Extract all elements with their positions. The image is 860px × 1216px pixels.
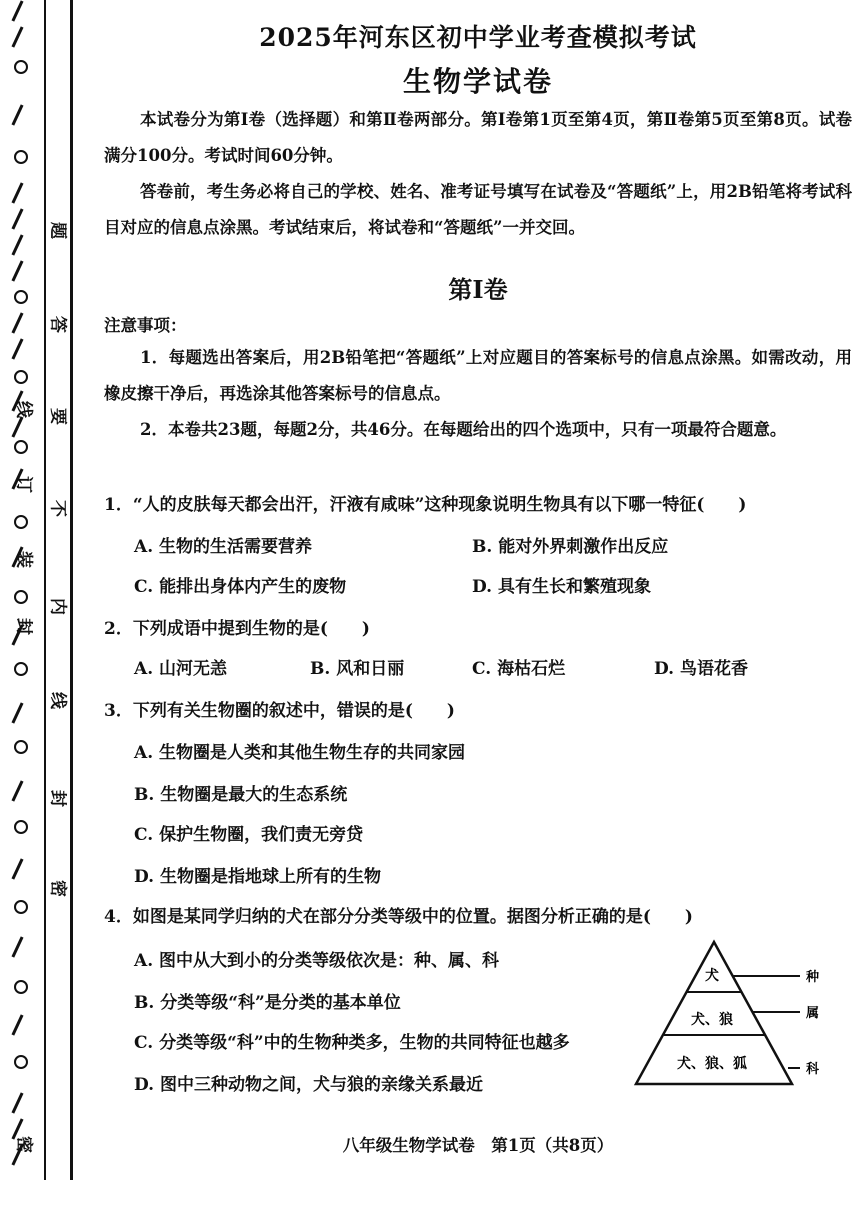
seal-ring-mark [14,980,28,994]
warning-word-xian: 线 [47,692,68,709]
seal-ring-mark [14,440,28,454]
seal-ring-mark [14,515,28,529]
notes-heading: 注意事项： [104,316,187,335]
page-footer: 八年级生物学试卷 第1页（共8页） [342,1136,614,1155]
seal-ring-mark [14,60,28,74]
seal-word-mi: 密 [13,1136,34,1153]
question-2-option-a: A. 山河无恙 [134,659,228,679]
seal-slash-mark [11,26,23,47]
warning-word-da: 答 [47,316,68,333]
seal-word-zhuang: 装 [13,551,34,568]
intro-paragraph-1: 本试卷分为第Ⅰ卷（选择题）和第Ⅱ卷两部分。第Ⅰ卷第1页至第4页，第Ⅱ卷第5页至第8页。试卷满分100分。考试时间60分钟。 [104,110,852,165]
seal-slash-mark [11,0,23,21]
seal-slash-mark [11,182,23,203]
question-1-option-a: A. 生物的生活需要营养 [134,537,313,557]
question-2-option-d: D. 鸟语花香 [654,659,748,679]
exam-subtitle: 生物学试卷 [402,65,553,98]
binding-rule-thin [44,0,46,1180]
question-1-option-c: C. 能排出身体内产生的废物 [134,577,347,597]
exam-title: 2025年河东区初中学业考查模拟考试 [259,23,697,52]
seal-slash-mark [11,780,23,801]
warning-word-feng: 封 [47,790,68,807]
question-1-stem: 1．“人的皮肤每天都会出汗，汗液有咸味”这种现象说明生物具有以下哪一特征( ) [104,495,747,515]
seal-line-decoration [6,0,42,1180]
seal-slash-mark [11,416,23,437]
question-3-option-a: A. 生物圈是人类和其他生物生存的共同家园 [134,743,466,763]
question-4-stem: 4．如图是某同学归纳的犬在部分分类等级中的位置。据图分析正确的是( ) [104,907,693,927]
pyramid-level-2-content: 犬、狼 [691,1012,733,1028]
question-2-stem: 2．下列成语中提到生物的是( ) [104,619,370,639]
seal-ring-mark [14,662,28,676]
seal-ring-mark [14,740,28,754]
warning-word-nei: 内 [47,598,68,615]
question-3-option-d: D. 生物圈是指地球上所有的生物 [134,867,381,887]
seal-slash-mark [11,312,23,333]
warning-word-yao: 要 [47,408,68,425]
question-2-option-c: C. 海枯石烂 [472,659,566,679]
seal-slash-mark [11,702,23,723]
seal-slash-mark [11,858,23,879]
section-title: 第Ⅰ卷 [448,275,508,304]
warning-word-ti: 题 [47,222,68,239]
question-3-option-c: C. 保护生物圈，我们责无旁贷 [134,825,364,845]
seal-ring-mark [14,370,28,384]
seal-slash-mark [11,208,23,229]
seal-slash-mark [11,1014,23,1035]
question-1-option-d: D. 具有生长和繁殖现象 [472,577,651,597]
classification-pyramid-figure [628,936,828,1096]
seal-ring-mark [14,900,28,914]
seal-ring-mark [14,1055,28,1069]
seal-slash-mark [11,936,23,957]
binding-margin [0,0,80,1216]
warning-word-mi: 密 [47,880,68,897]
seal-slash-mark [11,338,23,359]
pyramid-level-3-content: 犬、狼、狐 [677,1056,747,1072]
question-3-option-b: B. 生物圈是最大的生态系统 [134,785,348,805]
question-4-option-a: A. 图中从大到小的分类等级依次是：种、属、科 [134,951,500,971]
seal-slash-mark [11,234,23,255]
question-1-option-b: B. 能对外界刺激作出反应 [472,537,669,557]
question-4-option-c: C. 分类等级“科”中的生物种类多，生物的共同特征也越多 [134,1033,570,1053]
intro-paragraph-2: 答卷前，考生务必将自己的学校、姓名、准考证号填写在试卷及“答题纸”上，用2B铅笔将考试科目对应的信息点涂黑。考试结束后，将试卷和“答题纸”一并交回。 [104,182,852,237]
seal-word-xian: 线 [13,401,34,418]
note-2: 2．本卷共23题，每题2分，共46分。在每题给出的四个选项中，只有一项最符合题意。 [140,420,787,439]
seal-ring-mark [14,290,28,304]
question-3-stem: 3．下列有关生物圈的叙述中，错误的是( ) [104,701,455,721]
seal-word-ding: 订 [13,476,34,493]
seal-ring-mark [14,150,28,164]
pyramid-level-2-label: 属 [806,1006,820,1021]
seal-slash-mark [11,104,23,125]
pyramid-level-1-content: 犬 [705,968,719,984]
pyramid-level-3-label: 科 [806,1062,820,1077]
warning-word-bu: 不 [47,500,68,517]
seal-slash-mark [11,1092,23,1113]
question-4-option-d: D. 图中三种动物之间，犬与狼的亲缘关系最近 [134,1075,483,1095]
question-4-option-b: B. 分类等级“科”是分类的基本单位 [134,993,401,1013]
pyramid-level-1-label: 种 [806,970,820,985]
seal-ring-mark [14,820,28,834]
question-2-option-b: B. 风和日丽 [310,659,405,679]
note-1: 1．每题选出答案后，用2B铅笔把“答题纸”上对应题目的答案标号的信息点涂黑。如需改动，用橡皮擦干净后，再选涂其他答案标号的信息点。 [104,348,852,403]
seal-ring-mark [14,590,28,604]
seal-slash-mark [11,260,23,281]
seal-word-feng: 封 [13,618,34,635]
binding-rule-thick [70,0,73,1180]
